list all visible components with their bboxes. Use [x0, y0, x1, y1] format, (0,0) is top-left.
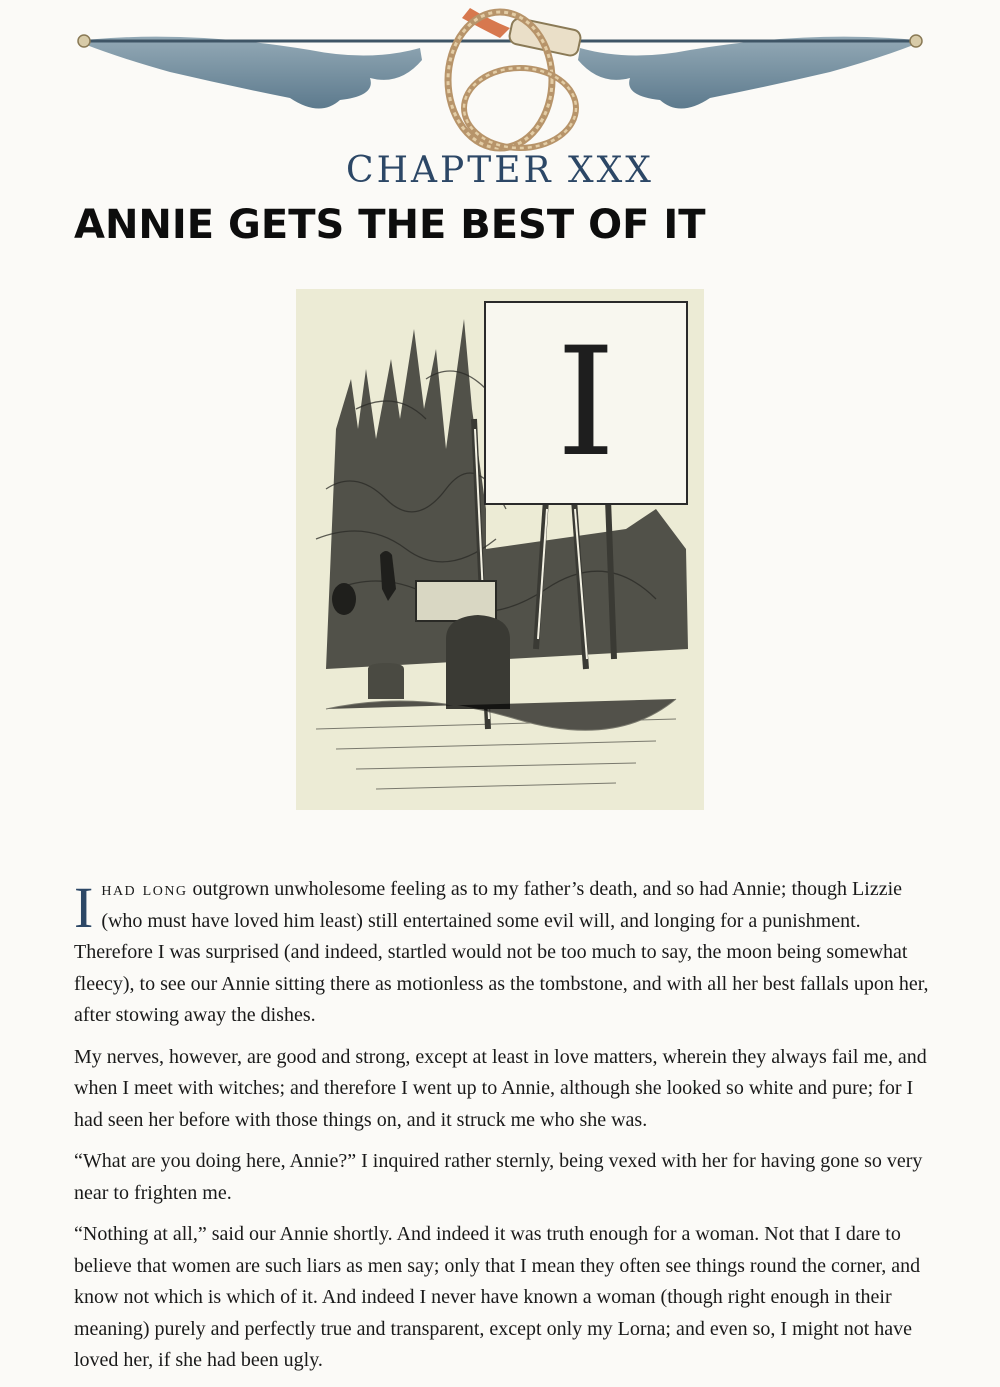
paragraph: “Nothing at all,” said our Annie shortly. And indeed it was truth enough for a woman. Not that I dare to believe that women are such liars as men say; only that I mean they often see things round the corner, and know not which is which of it. And indeed I never have known a woman (though right enough in their meaning) purely and perfectly true and transparent, except only my Lorna; and even so, I might not have loved her, if she had been ugly.: [74, 1223, 921, 1371]
chapter-title: ANNIE GETS THE BEST OF IT: [74, 202, 706, 248]
chapter-banner-ornament: [70, 0, 930, 160]
chapter-body: [74, 874, 932, 1387]
illustration-dropcap-frame: [484, 301, 688, 505]
chapter-number: CHAPTER XXX: [346, 150, 654, 191]
paragraph: [74, 874, 932, 1032]
paragraph-text: outgrown unwholesome feeling as to my father’s death, and so had Annie; though Lizzie (who must have loved him least) still entertained some evil will, and longing for a punishment. Therefore I was surprised (and indeed, startled would not be too much to say, the moon being somewhat fleecy), to see our Annie sitting there as motionless as the tombstone, and with all her best fallals upon her, after stowing away the dishes.: [74, 878, 929, 1026]
paragraph: My nerves, however, are good and strong, except at least in love matters, wherein they always fail me, and when I meet with witches; and therefore I went up to Annie, although she looked so white and pure; for I had seen her before with those things on, and it struck me who she was.: [74, 1045, 927, 1131]
lead-smallcaps: had long: [101, 878, 188, 900]
chapter-illustration: [296, 289, 704, 810]
lead-drop-initial: I: [74, 875, 94, 940]
paragraph: “What are you doing here, Annie?” I inquired rather sternly, being vexed with her for having gone so very near to frighten me.: [74, 1150, 923, 1204]
illustration-dropcap-letter: I: [556, 316, 616, 490]
